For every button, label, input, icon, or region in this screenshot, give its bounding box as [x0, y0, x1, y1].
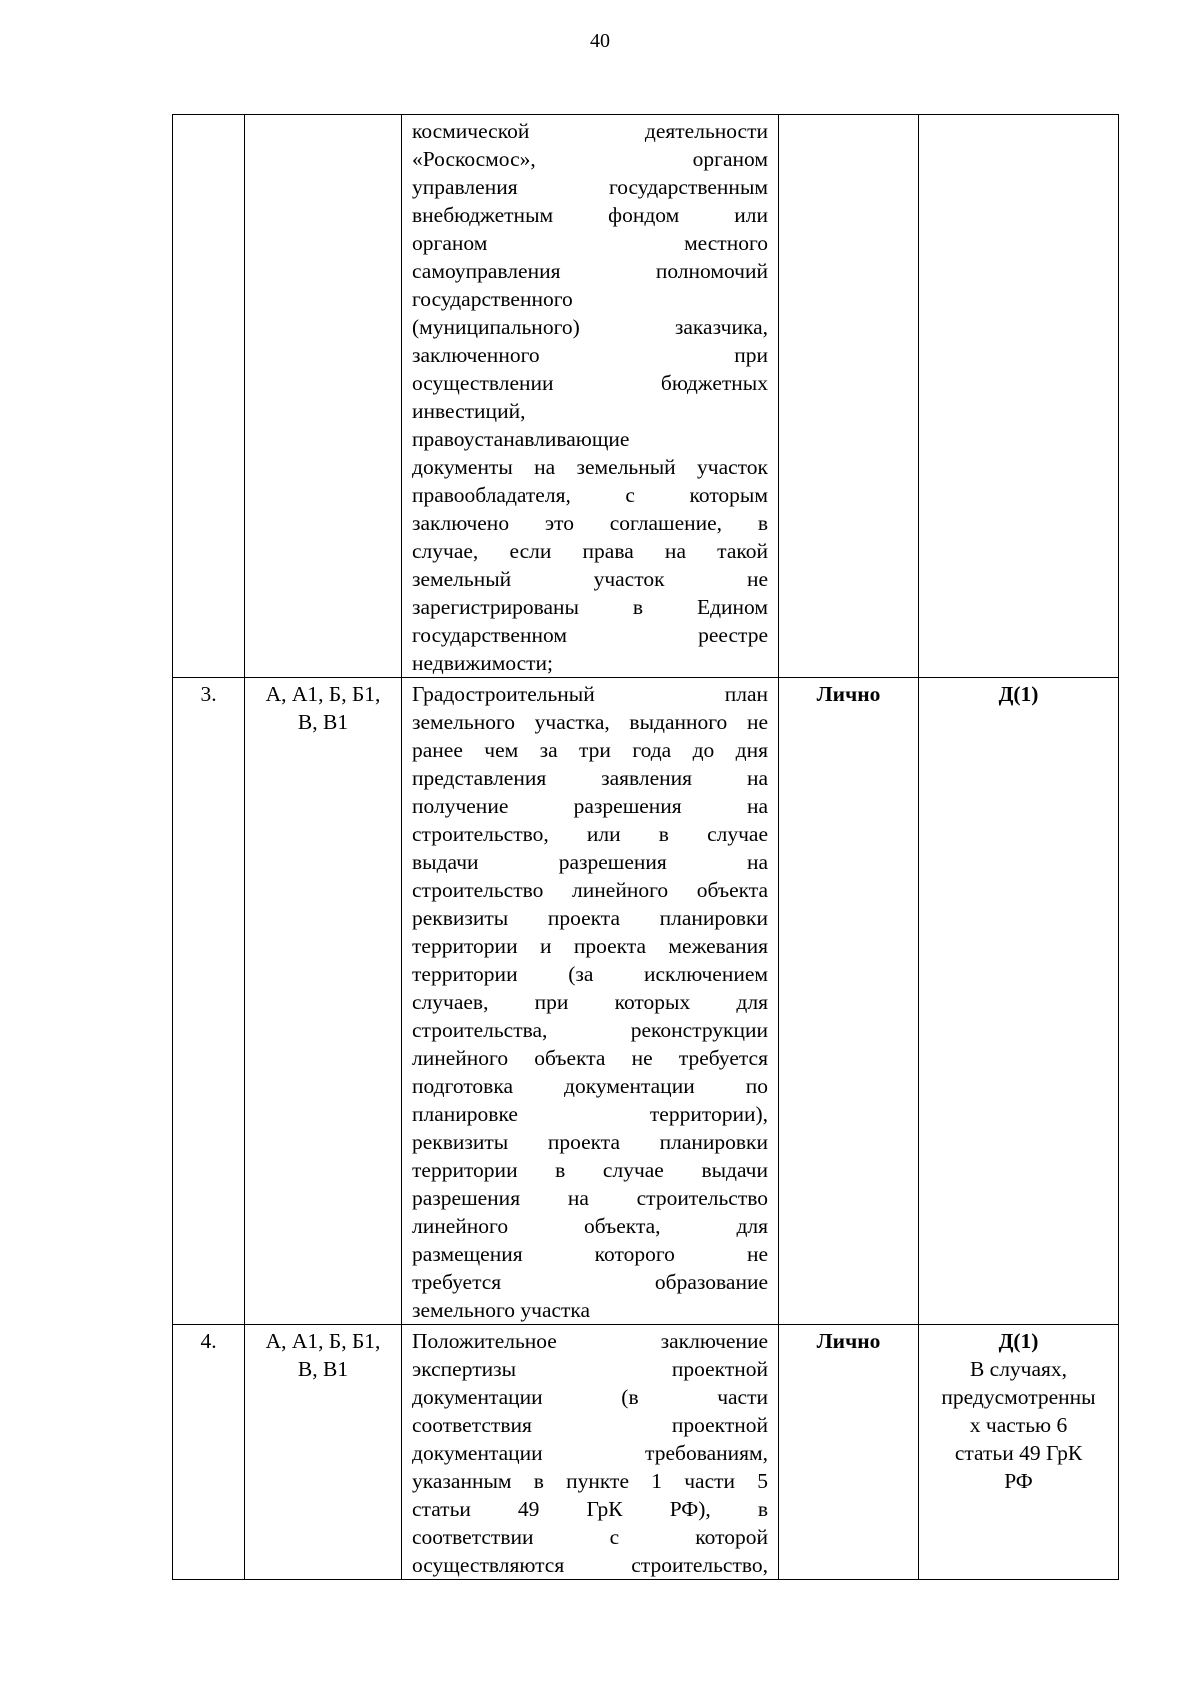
table-row — [173, 678, 1119, 1325]
table-row — [173, 1325, 1119, 1580]
document-line: представления заявления на — [412, 766, 768, 790]
document-line: территории и проекта межевания — [412, 934, 768, 958]
document-line: территории в случае выдачи — [412, 1158, 768, 1182]
row-method-cell: Лично — [779, 678, 919, 1325]
document-line: выдачи разрешения на — [412, 850, 768, 874]
document-line: правоустанавливающие — [412, 427, 630, 451]
document-line: космической деятельности — [412, 119, 768, 143]
note-line: статьи 49 ГрК — [954, 1441, 1083, 1465]
row-document-cell — [402, 678, 779, 1325]
note-line: Д(1) — [998, 1329, 1039, 1353]
document-line: строительства, реконструкции — [412, 1018, 768, 1042]
document-line: ранее чем за три года до дня — [412, 738, 768, 762]
row-note-cell — [919, 1325, 1119, 1580]
document-line: планировке территории), — [412, 1102, 768, 1126]
document-line: документы на земельный участок — [412, 455, 768, 479]
document-line: соответствии с которой — [412, 1525, 768, 1549]
row-method-cell: Лично — [779, 1325, 919, 1580]
document-line: осуществляются строительство, — [412, 1553, 768, 1577]
document-line: территории (за исключением — [412, 962, 768, 986]
document-line: государственном реестре — [412, 623, 768, 647]
document-line: реквизиты проекта планировки — [412, 906, 768, 930]
document-line: заключено это соглашение, в — [412, 511, 768, 535]
row-note-cell — [919, 678, 1119, 1325]
document-line: зарегистрированы в Едином — [412, 595, 768, 619]
document-line: строительство линейного объекта — [412, 878, 768, 902]
document-line: земельного участка — [412, 1298, 591, 1322]
document-line: линейного объекта, для — [412, 1214, 768, 1238]
document-line: осуществлении бюджетных — [412, 371, 768, 395]
documents-table — [172, 114, 1119, 1580]
document-line: разрешения на строительство — [412, 1186, 768, 1210]
note-line: Д(1) — [998, 682, 1039, 706]
document-line: случае, если права на такой — [412, 539, 768, 563]
document-line: требуется образование — [412, 1270, 768, 1294]
note-line: х частью 6 — [969, 1413, 1068, 1437]
document-line: реквизиты проекта планировки — [412, 1130, 768, 1154]
category-line: А, А1, Б, Б1, — [265, 682, 381, 706]
document-line: Градостроительный план — [412, 682, 768, 706]
document-line: государственного — [412, 287, 573, 311]
document-line: статьи 49 ГрК РФ), в — [412, 1497, 768, 1521]
document-line: линейного объекта не требуется — [412, 1046, 768, 1070]
document-line: (муниципального) заказчика, — [412, 315, 768, 339]
row-number-cell: 4. — [173, 1325, 245, 1580]
document-line: размещения которого не — [412, 1242, 768, 1266]
document-line: заключенного при — [412, 343, 768, 367]
row-categories-cell — [245, 678, 402, 1325]
document-line: правообладателя, с которым — [412, 483, 768, 507]
document-line: внебюджетным фондом или — [412, 203, 768, 227]
document-line: документации (в части — [412, 1385, 768, 1409]
page-number: 40 — [590, 30, 610, 52]
category-line: В, В1 — [297, 710, 349, 734]
document-line: случаев, при которых для — [412, 990, 768, 1014]
row-categories-cell — [245, 1325, 402, 1580]
note-line: В случаях, — [969, 1357, 1068, 1381]
note-line: РФ — [1004, 1469, 1033, 1493]
row-categories-cell — [245, 115, 402, 678]
document-line: органом местного — [412, 231, 768, 255]
row-number-cell: 3. — [173, 678, 245, 1325]
category-line: А, А1, Б, Б1, — [265, 1329, 381, 1353]
document-line: указанным в пункте 1 части 5 — [412, 1469, 768, 1493]
row-note-cell — [919, 115, 1119, 678]
document-line: строительство, или в случае — [412, 822, 768, 846]
table-row — [173, 115, 1119, 678]
document-line: Положительное заключение — [412, 1329, 768, 1353]
document-line: земельный участок не — [412, 567, 768, 591]
document-line: документации требованиям, — [412, 1441, 768, 1465]
row-number-cell — [173, 115, 245, 678]
row-document-cell — [402, 115, 779, 678]
document-line: соответствия проектной — [412, 1413, 768, 1437]
row-method-cell — [779, 115, 919, 678]
document-line: экспертизы проектной — [412, 1357, 768, 1381]
document-line: подготовка документации по — [412, 1074, 768, 1098]
row-document-cell — [402, 1325, 779, 1580]
document-line: «Роскосмос», органом — [412, 147, 768, 171]
category-line: В, В1 — [297, 1357, 349, 1381]
document-line: земельного участка, выданного не — [412, 710, 768, 734]
document-line: инвестиций, — [412, 399, 526, 423]
document-line: самоуправления полномочий — [412, 259, 768, 283]
document-line: недвижимости; — [412, 651, 554, 675]
note-line: предусмотренны — [941, 1385, 1096, 1409]
document-line: управления государственным — [412, 175, 768, 199]
document-line: получение разрешения на — [412, 794, 768, 818]
